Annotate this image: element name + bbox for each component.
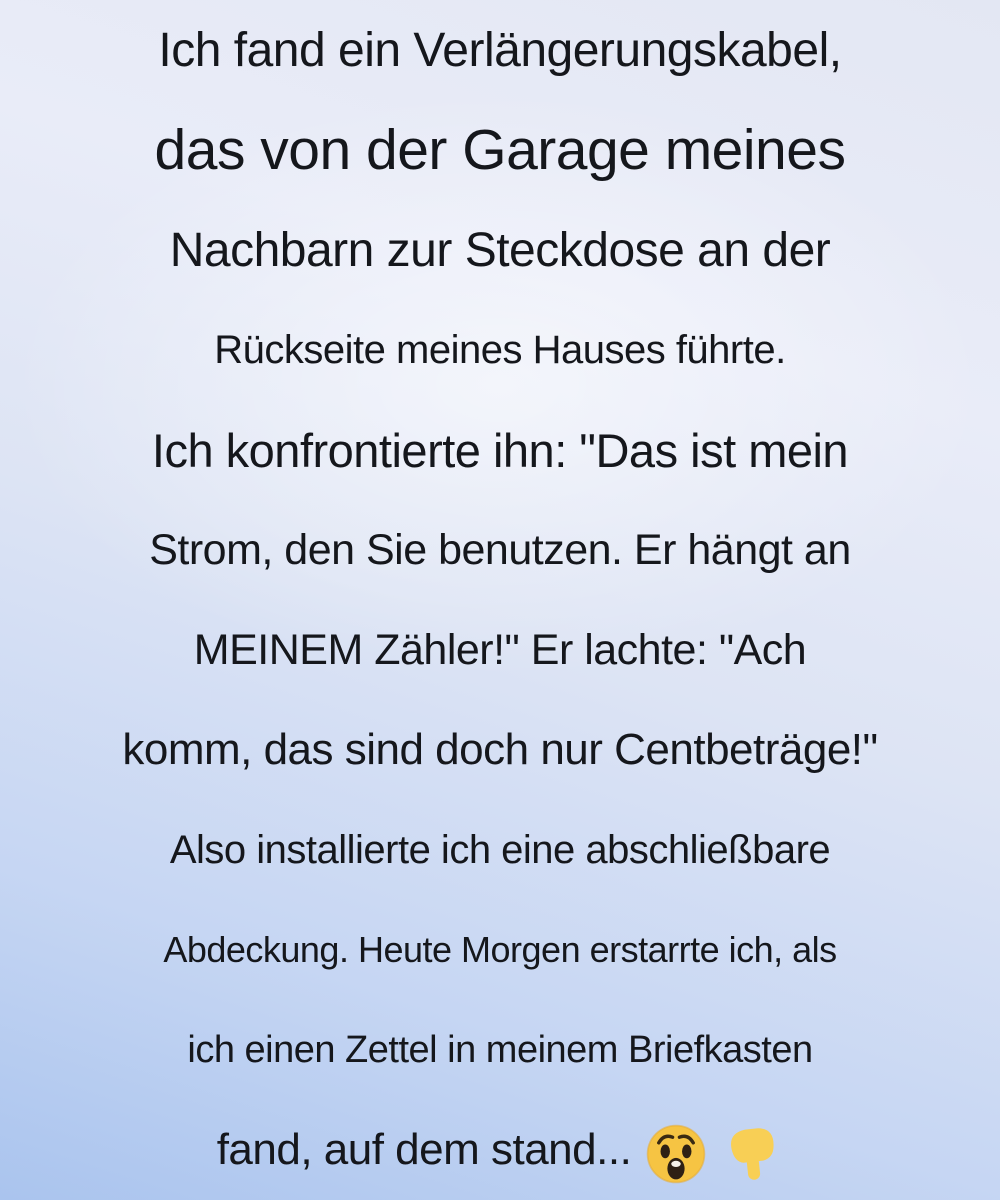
story-line-10: Abdeckung. Heute Morgen erstarrte ich, als xyxy=(163,929,837,970)
story-line-6: Strom, den Sie benutzen. Er hängt an xyxy=(149,525,851,574)
story-line-1: Ich fand ein Verlängerungskabel, xyxy=(158,23,842,77)
emoji-pointing-down-icon xyxy=(721,1123,783,1185)
story-line-3: Nachbarn zur Steckdose an der xyxy=(169,223,831,277)
emoji-astonished-face-icon xyxy=(645,1123,707,1185)
story-line-8: komm, das sind doch nur Centbeträge!" xyxy=(122,725,878,774)
story-line-11: ich einen Zettel in meinem Briefkasten xyxy=(187,1028,813,1071)
story-line-12-text: fand, auf dem stand... xyxy=(216,1125,632,1174)
story-line-7: MEINEM Zähler!" Er lachte: "Ach xyxy=(193,625,807,674)
story-line-4: Rückseite meines Hauses führte. xyxy=(214,327,786,372)
story-line-5: Ich konfrontierte ihn: "Das ist mein xyxy=(151,423,849,477)
story-line-2: das von der Garage meines xyxy=(154,118,846,182)
story-line-9: Also installierte ich eine abschließbare xyxy=(169,827,831,872)
story-line-12 xyxy=(0,1100,1000,1200)
